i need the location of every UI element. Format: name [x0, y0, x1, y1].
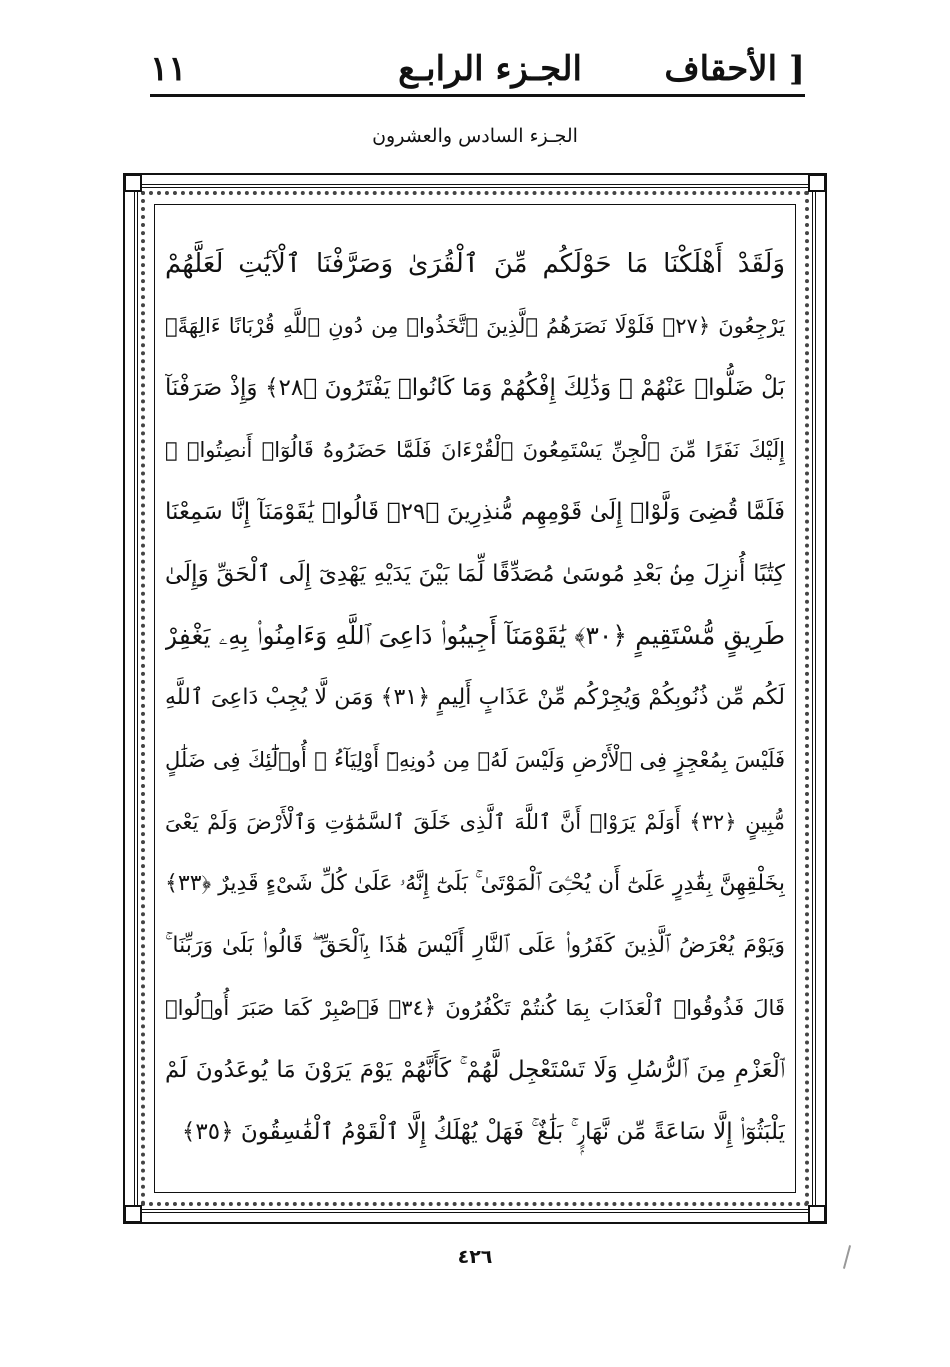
- subheading: الجـزء السادس والعشرون: [372, 125, 578, 147]
- section-number: ١١: [150, 49, 187, 89]
- text-line: وَيَوْمَ يُعْرَضُ ٱلَّذِينَ كَفَرُوا۟ عَلَى ٱلنَّارِ أَلَيْسَ هَٰذَا بِٱلْحَقِّ ۖ قَالُوا۟ بَلَىٰ وَرَبِّنَا ۚ: [165, 933, 785, 958]
- text-line: مُّبِينٍ ﴿٣٢﴾ أَوَلَمْ يَرَوْا۟ أَنَّ ٱللَّهَ ٱلَّذِى خَلَقَ ٱلسَّمَٰوَٰتِ وَٱلْأَرْضَ وَلَمْ يَعْىَ: [165, 810, 785, 834]
- text-line: طَرِيقٍ مُّسْتَقِيمٍ ﴿٣٠﴾ يَٰقَوْمَنَآ أَجِيبُوا۟ دَاعِىَ ٱللَّهِ وَءَامِنُوا۟ بِهِۦ يَغْفِرْ: [165, 621, 785, 650]
- text-line: إِلَيْكَ نَفَرًا مِّنَ ٱلْجِنِّ يَسْتَمِعُونَ ٱلْقُرْءَانَ فَلَمَّا حَضَرُوهُ قَالُوٓا۟ أَنصِتُوا۟ ۖ: [165, 438, 785, 462]
- text-line: ٱلْعَزْمِ مِنَ ٱلرُّسُلِ وَلَا تَسْتَعْجِل لَّهُمْ ۚ كَأَنَّهُمْ يَوْمَ يَرَوْنَ مَا يُوعَدُونَ لَمْ: [165, 1057, 785, 1083]
- text-line: يَرْجِعُونَ ﴿٢٧﴾ فَلَوْلَا نَصَرَهُمُ ٱلَّذِينَ ٱتَّخَذُوا۟ مِن دُونِ ٱللَّهِ قُرْبَانًا ءَالِهَةًۢ: [165, 314, 785, 338]
- juz-title: الجـزء الرابـع: [398, 49, 582, 89]
- text-line: فَلَمَّا قُضِىَ وَلَّوْا۟ إِلَىٰ قَوْمِهِم مُّنذِرِينَ ﴿٢٩﴾ قَالُوا۟ يَٰقَوْمَنَآ إِنَّا سَمِعْنَا: [165, 499, 785, 525]
- text-line: فَلَيْسَ بِمُعْجِزٍ فِى ٱلْأَرْضِ وَلَيْسَ لَهُۥ مِن دُونِهِۦٓ أَوْلِيَآءُ ۚ أُو۟لَٰٓئِكَ فِى ضَلَٰلٍ: [165, 748, 785, 772]
- corner-ornament: [124, 174, 142, 192]
- verse-text-block: [165, 233, 785, 1163]
- text-line: بَلْ ضَلُّوا۟ عَنْهُمْ ۚ وَذَٰلِكَ إِفْكُهُمْ وَمَا كَانُوا۟ يَفْتَرُونَ ﴿٢٨﴾ وَإِذْ صَرَفْنَآ: [165, 375, 785, 401]
- corner-ornament: [808, 174, 826, 192]
- scan-mark: [843, 1245, 851, 1269]
- text-line: وَلَقَدْ أَهْلَكْنَا مَا حَوْلَكُم مِّنَ ٱلْقُرَىٰ وَصَرَّفْنَا ٱلْآيَٰتِ لَعَلَّهُمْ: [165, 249, 785, 279]
- corner-ornament: [124, 1205, 142, 1223]
- text-line: بِخَلْقِهِنَّ بِقَٰدِرٍ عَلَىٰٓ أَن يُحْـِۧىَ ٱلْمَوْتَىٰ ۚ بَلَىٰٓ إِنَّهُۥ عَلَىٰ كُلِّ شَىْءٍ قَدِيرٌ ﴿٣٣﴾: [165, 871, 785, 896]
- text-line: قَالَ فَذُوقُوا۟ ٱلْعَذَابَ بِمَا كُنتُمْ تَكْفُرُونَ ﴿٣٤﴾ فَٱصْبِرْ كَمَا صَبَرَ أُو۟لُوا۟: [165, 996, 785, 1020]
- text-line: كِتَٰبًا أُنزِلَ مِنۢ بَعْدِ مُوسَىٰ مُصَدِّقًا لِّمَا بَيْنَ يَدَيْهِ يَهْدِىٓ إِلَى ٱلْحَقِّ وَإِلَىٰ: [165, 561, 785, 587]
- header-divider: [150, 94, 805, 97]
- text-line: يَلْبَثُوٓا۟ إِلَّا سَاعَةً مِّن نَّهَارٍۭ ۚ بَلَٰغٌ ۚ فَهَلْ يُهْلَكُ إِلَّا ٱلْقَوْمُ ٱلْفَٰسِقُونَ ﴿٣٥﴾: [181, 1119, 785, 1145]
- corner-ornament: [808, 1205, 826, 1223]
- page-number: ٤٢٦: [457, 1246, 493, 1268]
- text-line: لَكُم مِّن ذُنُوبِكُمْ وَيُجِرْكُم مِّنْ عَذَابٍ أَلِيمٍ ﴿٣١﴾ وَمَن لَّا يُجِبْ دَاعِىَ ٱللَّهِ: [165, 685, 785, 710]
- surah-name: الأحقاف ]: [664, 49, 805, 89]
